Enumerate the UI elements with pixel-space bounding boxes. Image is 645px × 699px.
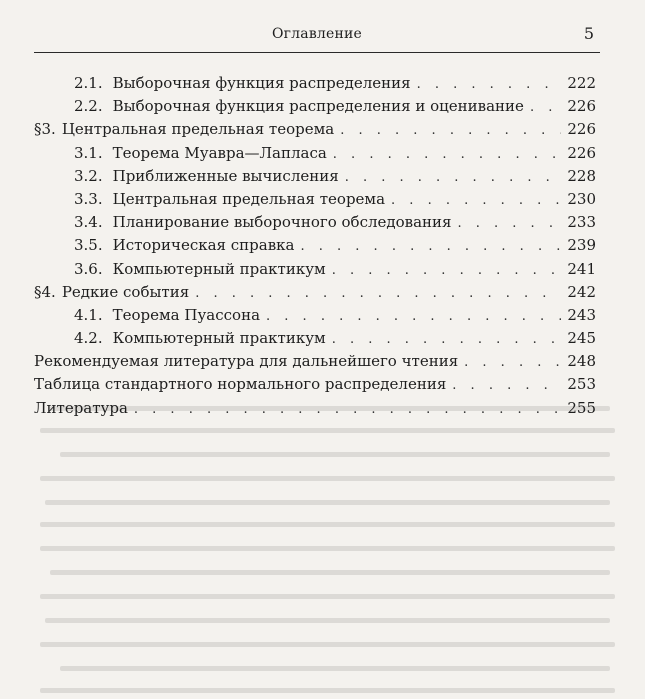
leader-dots bbox=[301, 239, 562, 254]
toc-entry-title: Историческая справка bbox=[112, 236, 295, 255]
toc-entry-page: 245 bbox=[567, 329, 596, 348]
leader-dots bbox=[530, 100, 561, 115]
toc-entry-number: 2.1. bbox=[74, 74, 103, 92]
header-rule bbox=[34, 52, 600, 53]
toc-entry-title: Центральная предельная теорема bbox=[112, 189, 386, 208]
toc-entry-page: 226 bbox=[567, 120, 596, 139]
toc-entry-page: 233 bbox=[567, 213, 596, 232]
toc-entry bbox=[34, 213, 600, 236]
leader-dots bbox=[345, 170, 562, 185]
toc-entry-title: Планирование выборочного обследования bbox=[112, 213, 452, 232]
toc-entry bbox=[34, 375, 600, 398]
toc-entry-number: 2.2. bbox=[74, 97, 103, 116]
toc-entry-page: 226 bbox=[567, 97, 596, 116]
leader-dots bbox=[332, 263, 562, 278]
toc-entry-page: 226 bbox=[567, 143, 596, 162]
toc-entry-title: Выборочная функция распределения и оценивание bbox=[112, 97, 524, 116]
leader-dots bbox=[266, 309, 561, 324]
leader-dots bbox=[340, 123, 561, 138]
toc-entry-page: 241 bbox=[567, 259, 596, 278]
toc-entry-page: 239 bbox=[567, 236, 596, 255]
toc-entry-number: 3.2. bbox=[74, 166, 103, 185]
toc-entry bbox=[34, 260, 600, 283]
header-title: Оглавление bbox=[271, 26, 363, 42]
toc-entry bbox=[34, 167, 600, 190]
table-of-contents bbox=[34, 74, 600, 422]
toc-entry-title: Компьютерный практикум bbox=[112, 259, 326, 278]
leader-dots bbox=[458, 216, 562, 231]
toc-entry-number: 3.6. bbox=[74, 259, 103, 278]
toc-entry bbox=[34, 236, 600, 259]
toc-entry bbox=[34, 144, 600, 167]
toc-entry-page: 255 bbox=[567, 398, 596, 417]
toc-entry-number: 3.5. bbox=[74, 236, 103, 255]
toc-entry-title: Литература bbox=[34, 398, 128, 417]
leader-dots bbox=[195, 286, 561, 301]
toc-entry-page: 253 bbox=[567, 375, 596, 394]
toc-entry-number: 3.1. bbox=[74, 143, 103, 162]
toc-entry-page: 228 bbox=[567, 166, 596, 185]
toc-entry-title: Теорема Муавра—Лапласа bbox=[112, 143, 327, 162]
toc-entry-title: Приближенные вычисления bbox=[112, 166, 339, 185]
toc-entry-page: 230 bbox=[567, 189, 596, 208]
toc-entry-title: Теорема Пуассона bbox=[112, 305, 261, 324]
leader-dots bbox=[134, 402, 561, 417]
leader-dots bbox=[464, 355, 561, 370]
toc-entry bbox=[34, 120, 600, 143]
toc-entry-page: 222 bbox=[567, 74, 596, 92]
toc-entry-number: 4.1. bbox=[74, 305, 103, 324]
toc-entry bbox=[34, 74, 600, 97]
toc-entry-title: Редкие события bbox=[61, 282, 190, 301]
toc-entry-title: Таблица стандартного нормального распределения bbox=[34, 375, 447, 394]
toc-entry-number: §4. bbox=[34, 282, 56, 301]
toc-entry bbox=[34, 352, 600, 375]
running-header bbox=[34, 24, 600, 48]
toc-entry-number: 4.2. bbox=[74, 329, 103, 348]
toc-entry-page: 248 bbox=[567, 352, 596, 371]
toc-entry bbox=[34, 190, 600, 213]
toc-entry-title: Компьютерный практикум bbox=[112, 329, 326, 348]
leader-dots bbox=[333, 147, 562, 162]
toc-entry-number: 3.4. bbox=[74, 213, 103, 232]
toc-entry-page: 242 bbox=[567, 282, 596, 301]
toc-entry-title: Центральная предельная теорема bbox=[61, 120, 335, 139]
toc-entry-number: §3. bbox=[34, 120, 56, 139]
toc-entry bbox=[34, 399, 600, 422]
toc-entry bbox=[34, 97, 600, 120]
toc-entry bbox=[34, 329, 600, 352]
leader-dots bbox=[452, 378, 561, 393]
leader-dots bbox=[391, 193, 561, 208]
toc-entry-title: Рекомендуемая литература для дальнейшего чтения bbox=[34, 352, 459, 371]
header-page-number: 5 bbox=[583, 24, 594, 43]
toc-entry bbox=[34, 283, 600, 306]
toc-entry-page: 243 bbox=[567, 305, 596, 324]
toc-entry bbox=[34, 306, 600, 329]
leader-dots bbox=[417, 77, 562, 92]
toc-entry-number: 3.3. bbox=[74, 189, 103, 208]
toc-entry-title: Выборочная функция распределения bbox=[112, 74, 411, 92]
leader-dots bbox=[332, 332, 562, 347]
